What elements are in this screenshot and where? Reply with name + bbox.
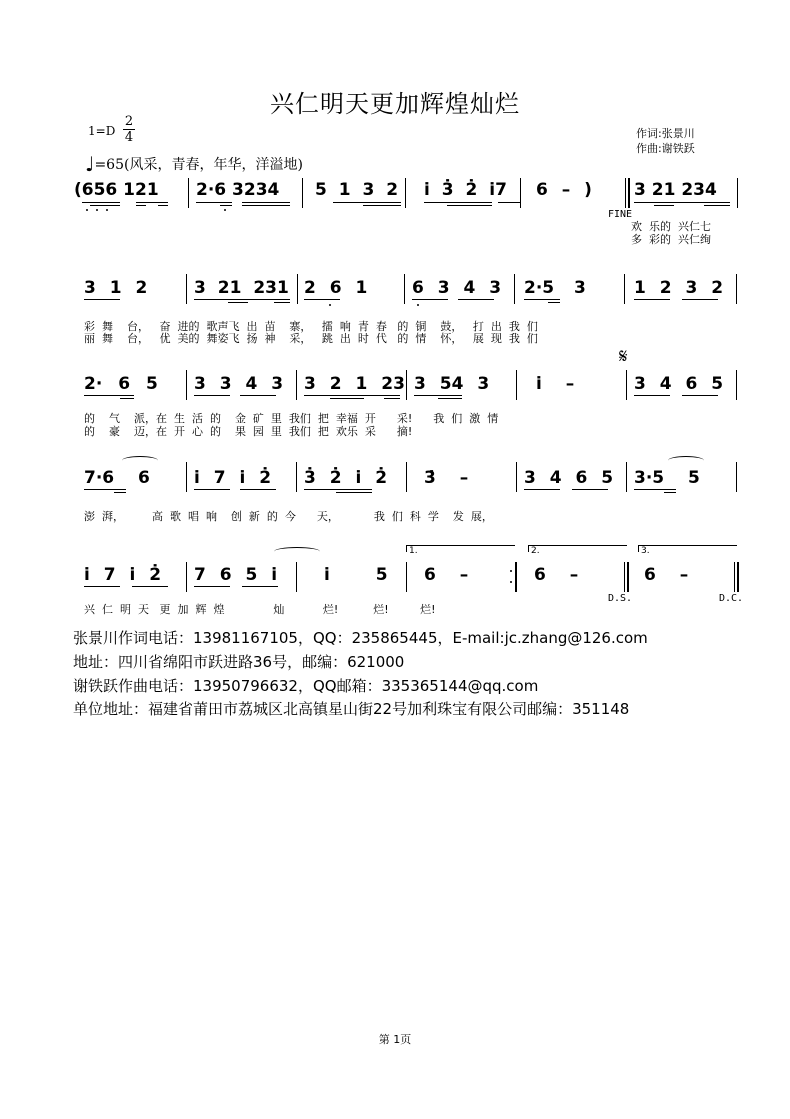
underline — [634, 489, 676, 490]
barline — [736, 370, 737, 400]
measure: 3̇ – — [424, 468, 469, 488]
underline — [447, 205, 492, 206]
underline — [136, 205, 146, 206]
underline — [524, 489, 560, 490]
barline — [302, 178, 303, 208]
underline — [220, 205, 232, 206]
tempo-intro-lyric: (风采，青春，年华，洋溢地) — [123, 157, 303, 173]
underline — [330, 398, 364, 399]
score-row-1 — [74, 172, 748, 252]
measure: 3 3 4 3 — [194, 374, 284, 394]
underline — [654, 205, 674, 206]
lyric-verse-1: 彩 舞 台， 奋 进的 歌声飞 出 苗 寨， 擂 响 青 春 的 铜 鼓， 打 出 我 们 — [84, 320, 538, 333]
volta-3: 3. — [638, 545, 737, 552]
underline — [704, 205, 730, 206]
barline — [404, 274, 405, 304]
measure: i̇ 5 — [324, 565, 388, 585]
measure: 5 1 3 2 — [315, 180, 399, 200]
contact-line-2: 地址：四川省绵阳市跃进路36号，邮编：621000 — [73, 653, 405, 671]
lyric-verse-1: 欢 乐的 兴仁七 — [631, 220, 711, 233]
lyric-verse-1: 兴 仁 明 天 更 加 辉 煌 灿 烂! 烂! 烂! — [84, 603, 436, 616]
score-row-2 — [78, 272, 748, 347]
barline — [186, 462, 187, 492]
measure: 3 2 1 23 — [304, 374, 405, 394]
barline — [514, 274, 515, 304]
measure: 3 21 231 — [194, 278, 289, 298]
barline — [186, 274, 187, 304]
underline — [438, 398, 462, 399]
measure: 3̇ 2̇ i̇ 2̇ — [304, 468, 388, 488]
underline — [84, 395, 134, 396]
underline — [412, 299, 448, 300]
lyric-verse-1: 澎 湃， 高 歌 唱 响 创 新 的 今 天， 我 们 科 学 发 展， — [84, 510, 493, 523]
dc-marker: D.C. — [719, 593, 744, 604]
low-octave-dot — [86, 209, 88, 211]
measure: i̇ 7 i̇ 2̇ — [194, 468, 272, 488]
underline — [274, 302, 290, 303]
ds-marker: D.S. — [608, 593, 633, 604]
underline — [363, 205, 401, 206]
low-octave-dot — [417, 304, 419, 306]
measure: i̇ 7 i̇ 2̇ — [84, 565, 162, 585]
underline — [90, 205, 120, 206]
score-row-5 — [78, 545, 748, 620]
measure: 3 21 234 — [634, 180, 717, 200]
measure: 2·6 3234 — [196, 180, 280, 200]
underline — [194, 586, 230, 587]
barline — [406, 370, 407, 400]
barline — [186, 370, 187, 400]
underline — [84, 299, 120, 300]
underline — [304, 489, 372, 490]
song-title: 兴仁明天更加辉煌灿烂 — [270, 90, 520, 118]
composer: 作曲:谢铁跃 — [636, 142, 695, 155]
underline — [336, 492, 372, 493]
barline — [624, 274, 625, 304]
underline — [634, 299, 670, 300]
underline — [498, 202, 520, 203]
repeat-dot — [510, 581, 512, 583]
measure: (656 121 — [74, 180, 159, 200]
underline — [242, 586, 278, 587]
tie-arc — [122, 456, 158, 465]
measure: 6 3 4 3 — [412, 278, 502, 298]
low-octave-dot — [96, 209, 98, 211]
underline — [82, 202, 120, 203]
underline — [524, 299, 560, 300]
barline — [188, 178, 189, 208]
underline — [242, 205, 290, 206]
barline — [296, 562, 297, 592]
barline — [520, 178, 521, 208]
key-signature: 1=D — [88, 124, 116, 138]
barline — [626, 462, 627, 492]
measure: 2·5 3 — [524, 278, 586, 298]
score-row-4 — [78, 458, 748, 528]
underline — [242, 202, 290, 203]
measure: i̇ 3̇ 2̇ i̇7 — [424, 180, 507, 200]
barline — [736, 274, 737, 304]
measure: 3 1 2 — [84, 278, 148, 298]
lyric-verse-2: 多 彩的 兴仁绚 — [631, 233, 711, 246]
underline — [196, 202, 232, 203]
low-octave-dot — [329, 304, 331, 306]
measure: 3·5 5 — [634, 468, 700, 488]
tempo-mark — [85, 154, 303, 174]
score-row-3 — [78, 344, 748, 443]
underline — [333, 202, 401, 203]
underline — [240, 395, 276, 396]
measure: 2· 6 5 — [84, 374, 158, 394]
underline — [634, 395, 670, 396]
low-octave-dot — [224, 209, 226, 211]
double-barline — [627, 562, 629, 592]
double-barline — [624, 562, 625, 592]
measure: i̇ – — [536, 374, 575, 394]
contact-line-1: 张景川作词电话：13981167105，QQ：235865445，E-mail:jc.zhang@126.com — [73, 629, 648, 647]
barline — [297, 274, 298, 304]
tempo-value: =65 — [94, 157, 124, 173]
tie-arc — [668, 456, 704, 465]
contact-line-4: 单位地址：福建省莆田市荔城区北高镇星山街22号加利珠宝有限公司邮编：351148 — [73, 700, 630, 718]
barline — [737, 178, 738, 208]
segno-icon: 𝄋 — [619, 344, 628, 368]
underline — [84, 489, 126, 490]
lyric-verse-1: 的 气 派，在 生 活 的 金 矿 里 我们 把 幸福 开 采! 我 们 激 情 — [84, 412, 499, 425]
final-barline — [737, 562, 739, 592]
volta-2: 2. — [528, 545, 627, 552]
underline — [114, 492, 126, 493]
low-octave-dot — [106, 209, 108, 211]
barline — [626, 370, 627, 400]
underline — [634, 202, 730, 203]
underline — [664, 492, 676, 493]
measure: 7 6 5 i̇ — [194, 565, 278, 585]
measure: 3 4 6 5 — [524, 468, 614, 488]
underline — [304, 299, 340, 300]
final-barline — [734, 562, 735, 592]
underline — [458, 299, 494, 300]
measure: 3 4 6 5 — [634, 374, 724, 394]
time-top: 2 — [124, 114, 134, 129]
measure: 6 – — [644, 565, 689, 585]
underline — [572, 489, 608, 490]
underline — [136, 202, 168, 203]
barline — [406, 462, 407, 492]
underline — [548, 302, 560, 303]
barline — [296, 370, 297, 400]
time-bottom: 4 — [124, 130, 134, 145]
underline — [682, 299, 718, 300]
underline — [240, 489, 276, 490]
barline — [296, 462, 297, 492]
repeat-dot — [510, 570, 512, 572]
lyric-verse-2: 的 豪 迈，在 开 心 的 果 园 里 我们 把 欢乐 采 摘! — [84, 425, 413, 438]
underline — [132, 586, 168, 587]
barline — [186, 562, 187, 592]
underline — [414, 395, 462, 396]
page-number: 第 1页 — [378, 1033, 412, 1046]
quarter-note-icon: ♩ — [85, 152, 95, 176]
double-barline — [628, 178, 630, 208]
tie-arc — [274, 547, 320, 556]
barline — [405, 178, 406, 208]
underline — [682, 395, 718, 396]
underline — [194, 299, 290, 300]
underline — [194, 489, 230, 490]
underline — [424, 202, 492, 203]
double-barline — [625, 178, 626, 208]
measure: 6 – ) — [536, 180, 592, 200]
measure: 3 54 3 — [414, 374, 490, 394]
underline — [384, 398, 400, 399]
measure: 7·6 6 — [84, 468, 150, 488]
underline — [194, 395, 230, 396]
fine-marker: FINE — [608, 209, 633, 220]
barline — [406, 562, 407, 592]
underline — [120, 398, 134, 399]
lyric-verse-2: 丽 舞 台， 优 美的 舞姿飞 扬 神 采， 跳 出 时 代 的 情 怀， 展 现 我 们 — [84, 332, 538, 345]
measure: 2 6 1 — [304, 278, 368, 298]
measure: 1 2 3 2 — [634, 278, 724, 298]
measure: 6 – — [424, 565, 469, 585]
volta-1: 1. — [406, 545, 515, 552]
underline — [304, 395, 400, 396]
barline — [736, 462, 737, 492]
underline — [84, 586, 120, 587]
lyricist: 作词:张景川 — [636, 127, 695, 140]
underline — [228, 302, 248, 303]
time-signature — [123, 114, 135, 145]
underline — [158, 205, 168, 206]
contact-line-3: 谢铁跃作曲电话：13950796632，QQ邮箱：335365144@qq.com — [73, 677, 539, 695]
repeat-end-barline — [515, 562, 517, 592]
barline — [516, 370, 517, 400]
barline — [516, 462, 517, 492]
credits — [636, 126, 695, 156]
measure: 6 – — [534, 565, 579, 585]
